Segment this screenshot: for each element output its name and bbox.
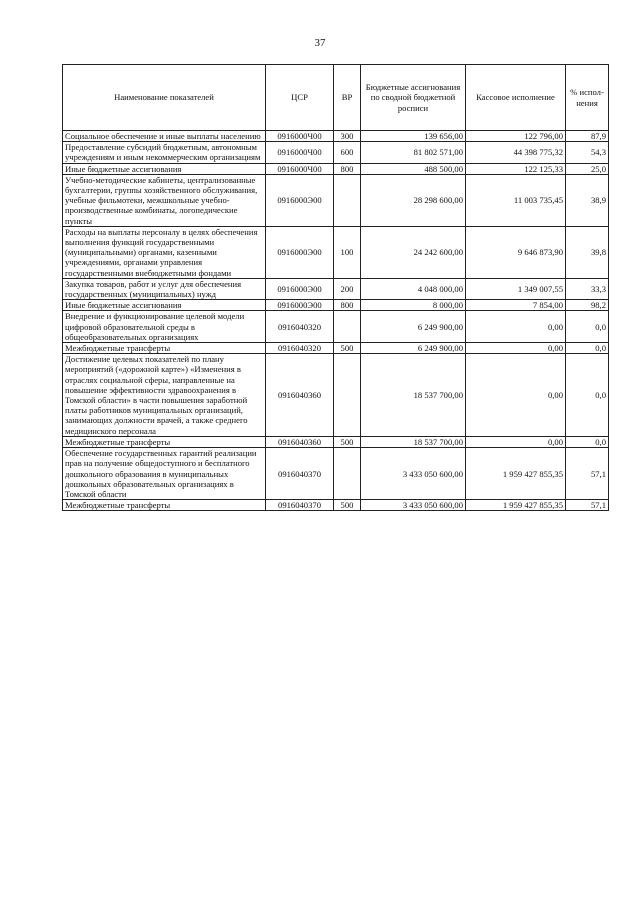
table-row <box>63 436 609 447</box>
cell-csr: 0916040370 <box>266 448 334 500</box>
table-row <box>63 142 609 163</box>
cell-vr: 500 <box>334 343 361 354</box>
header-csr: ЦСР <box>266 65 334 131</box>
table-row <box>63 448 609 500</box>
cell-name: Обеспечение государственных гарантий реализации прав на получение общедоступного и бесплатного дошкольного образования в муниципальных дошкольных образовательных организациях в Томской области <box>63 448 266 500</box>
header-name: Наименование показателей <box>63 65 266 131</box>
cell-budget: 28 298 600,00 <box>361 174 466 226</box>
cell-name: Предоставление субсидий бюджетным, автономным учреждениям и иным некоммерческим организациям <box>63 142 266 163</box>
cell-budget: 139 656,00 <box>361 131 466 142</box>
cell-csr: 0916000Ч00 <box>266 131 334 142</box>
table-header-row <box>63 65 609 131</box>
cell-budget: 3 433 050 600,00 <box>361 448 466 500</box>
cell-csr: 0916000Э00 <box>266 226 334 278</box>
cell-vr <box>334 174 361 226</box>
cell-pct: 0,0 <box>566 343 609 354</box>
header-budget: Бюджетные ассигнования по сводной бюджетной росписи <box>361 65 466 131</box>
table-row <box>63 500 609 511</box>
cell-csr: 0916000Э00 <box>266 300 334 311</box>
cell-budget: 8 000,00 <box>361 300 466 311</box>
cell-csr: 0916040320 <box>266 311 334 343</box>
cell-cash: 7 854,00 <box>466 300 566 311</box>
cell-name: Учебно-методические кабинеты, централизованные бухгалтерии, группы хозяйственного обслуживания, учебные фильмотеки, межшкольные учебно-производственные комбинаты, логопедические пункты <box>63 174 266 226</box>
cell-pct: 38,9 <box>566 174 609 226</box>
cell-name: Достижение целевых показателей по плану мероприятий («дорожной карте») «Изменения в отраслях социальной сферы, направленные на повышение эффективности здравоохранения в Томской области» в части повышения заработной платы работников муниципальных организаций, занимающих должности врачей, а также среднего медицинского персонала <box>63 354 266 437</box>
cell-name: Расходы на выплаты персоналу в целях обеспечения выполнения функций государственными (муниципальными) органами, казенными учреждениями, органами управления государственными внебюджетными фондами <box>63 226 266 278</box>
cell-vr <box>334 354 361 437</box>
cell-pct: 54,3 <box>566 142 609 163</box>
cell-pct: 0,0 <box>566 354 609 437</box>
cell-pct: 0,0 <box>566 311 609 343</box>
cell-name: Иные бюджетные ассигнования <box>63 300 266 311</box>
cell-budget: 18 537 700,00 <box>361 354 466 437</box>
table-row <box>63 311 609 343</box>
cell-name: Межбюджетные трансферты <box>63 500 266 511</box>
table-row <box>63 131 609 142</box>
cell-cash: 1 959 427 855,35 <box>466 448 566 500</box>
cell-budget: 18 537 700,00 <box>361 436 466 447</box>
cell-cash: 9 646 873,90 <box>466 226 566 278</box>
cell-name: Межбюджетные трансферты <box>63 436 266 447</box>
cell-vr: 500 <box>334 436 361 447</box>
cell-cash: 44 398 775,32 <box>466 142 566 163</box>
cell-csr: 0916040320 <box>266 343 334 354</box>
cell-vr <box>334 311 361 343</box>
cell-cash: 122 125,33 <box>466 163 566 174</box>
cell-vr: 500 <box>334 500 361 511</box>
cell-csr: 0916000Э00 <box>266 174 334 226</box>
cell-vr: 800 <box>334 163 361 174</box>
table-row <box>63 343 609 354</box>
cell-cash: 0,00 <box>466 436 566 447</box>
cell-pct: 57,1 <box>566 448 609 500</box>
cell-budget: 6 249 900,00 <box>361 311 466 343</box>
cell-pct: 98,2 <box>566 300 609 311</box>
cell-cash: 1 349 007,55 <box>466 278 566 299</box>
cell-budget: 81 802 571,00 <box>361 142 466 163</box>
cell-budget: 24 242 600,00 <box>361 226 466 278</box>
cell-pct: 39,8 <box>566 226 609 278</box>
cell-name: Внедрение и функционирование целевой модели цифровой образовательной среды в общеобразовательных организациях <box>63 311 266 343</box>
cell-pct: 25,0 <box>566 163 609 174</box>
table-row <box>63 163 609 174</box>
cell-vr: 300 <box>334 131 361 142</box>
cell-vr: 600 <box>334 142 361 163</box>
cell-budget: 488 500,00 <box>361 163 466 174</box>
cell-cash: 122 796,00 <box>466 131 566 142</box>
page-number: 37 <box>314 37 326 49</box>
cell-name: Межбюджетные трансферты <box>63 343 266 354</box>
cell-pct: 87,9 <box>566 131 609 142</box>
cell-csr: 0916000Ч00 <box>266 163 334 174</box>
cell-name: Закупка товаров, работ и услуг для обеспечения государственных (муниципальных) нужд <box>63 278 266 299</box>
cell-pct: 0,0 <box>566 436 609 447</box>
cell-vr <box>334 448 361 500</box>
cell-cash: 0,00 <box>466 311 566 343</box>
cell-csr: 0916040370 <box>266 500 334 511</box>
cell-cash: 11 003 735,45 <box>466 174 566 226</box>
cell-name: Социальное обеспечение и иные выплаты населению <box>63 131 266 142</box>
header-cash: Кассовое исполнение <box>466 65 566 131</box>
header-vr: ВР <box>334 65 361 131</box>
budget-execution-table <box>62 64 609 511</box>
cell-name: Иные бюджетные ассигнования <box>63 163 266 174</box>
cell-cash: 0,00 <box>466 354 566 437</box>
cell-csr: 0916000Ч00 <box>266 142 334 163</box>
cell-csr: 0916040360 <box>266 354 334 437</box>
cell-vr: 200 <box>334 278 361 299</box>
table-row <box>63 300 609 311</box>
cell-vr: 800 <box>334 300 361 311</box>
cell-budget: 4 048 000,00 <box>361 278 466 299</box>
cell-budget: 6 249 900,00 <box>361 343 466 354</box>
header-pct: % испол-нения <box>566 65 609 131</box>
cell-pct: 57,1 <box>566 500 609 511</box>
cell-cash: 1 959 427 855,35 <box>466 500 566 511</box>
cell-pct: 33,3 <box>566 278 609 299</box>
cell-csr: 0916040360 <box>266 436 334 447</box>
cell-vr: 100 <box>334 226 361 278</box>
table-row <box>63 226 609 278</box>
cell-budget: 3 433 050 600,00 <box>361 500 466 511</box>
table-row <box>63 278 609 299</box>
table-row <box>63 354 609 437</box>
table-row <box>63 174 609 226</box>
cell-csr: 0916000Э00 <box>266 278 334 299</box>
cell-cash: 0,00 <box>466 343 566 354</box>
